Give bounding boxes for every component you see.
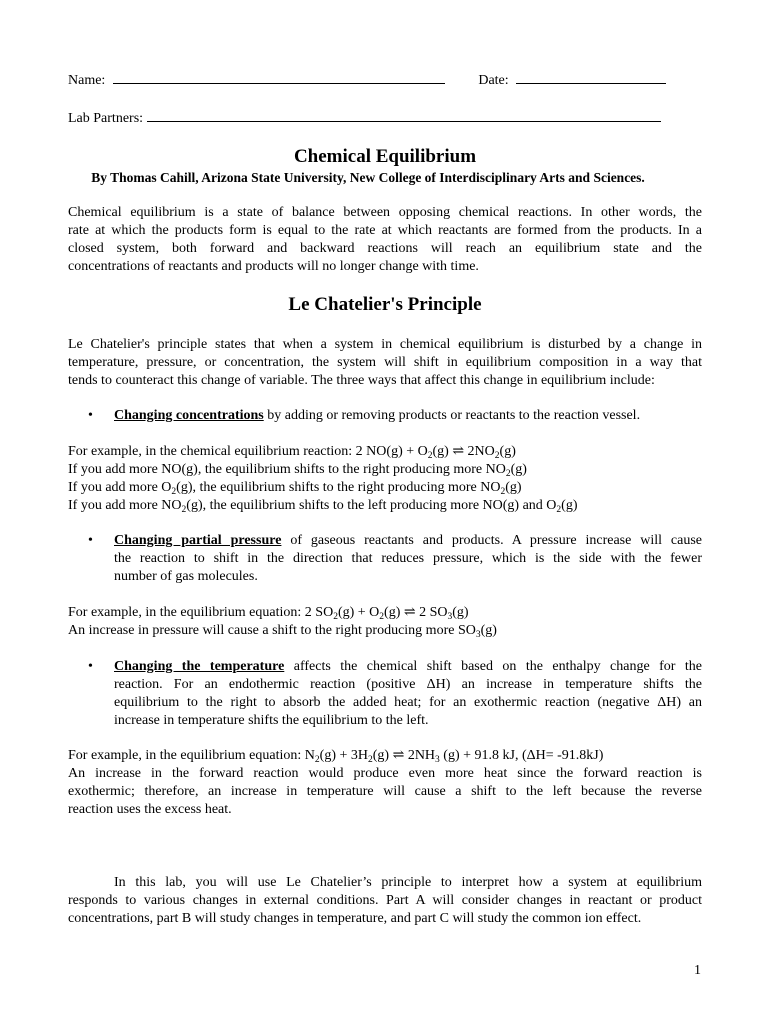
example-line: exothermic; therefore, an increase in temperature will cause a shift to the left because the reverse: [68, 784, 702, 799]
example-line: For example, in the chemical equilibrium reaction: 2 $NO(g) + O_2(g)$ ⇌ $2NO_2(g)$: [68, 444, 516, 461]
page-number: 1: [694, 963, 701, 978]
byline: By Thomas Cahill, Arizona State University, New College of Interdisciplinary Arts and Sciences.: [91, 170, 645, 185]
principle-paragraph: [68, 336, 702, 390]
principle-line: Le Chatelier's principle states that when a system in chemical equilibrium is disturbed by a change in: [68, 337, 702, 352]
example-line: An increase in the forward reaction would produce even more heat since the forward reaction is: [68, 766, 702, 781]
principle-line: temperature, pressure, or concentration, the system will shift in equilibrium composition in a way that: [68, 355, 702, 370]
date-label: Date:: [478, 73, 509, 88]
intro-line: rate at which the products form is equal to the rate at which reactants are formed from the products. In a: [68, 223, 702, 238]
intro-line: closed system, both forward and backward reactions will reach an equilibrium state and the: [68, 241, 702, 256]
example-line: If you add more $O_2(g)$, the equilibrium shifts to the right producing more $NO_2(g)$: [68, 480, 522, 497]
example-pressure: [68, 604, 702, 640]
example-line: If you add more $NO_2(g)$, the equilibrium shifts to the left producing more NO(g) and $O_2(g)$: [68, 498, 578, 515]
section-title: Le Chatelier's Principle: [288, 294, 482, 315]
bullet-text: by adding or removing products or reactants to the reaction vessel.: [263, 408, 641, 423]
example-line: For example, in the equilibrium equation: $N_2(g) + 3H_2(g)$ ⇌ $2NH_3$ (g) + 91.8 kJ, (ΔH= -91.8kJ): [68, 748, 604, 765]
example-temperature: [68, 747, 702, 819]
name-field[interactable]: [113, 70, 445, 84]
date-field[interactable]: [516, 70, 666, 84]
lab-partners-field[interactable]: [147, 108, 661, 122]
principle-line: tends to counteract this change of variable. The three ways that affect this change in equilibrium include:: [68, 373, 655, 388]
bullet-temperature: Changing the temperature affects the chemical shift based on the enthalpy change for the reaction. For an endothermic reaction (positive ΔH) an increase in temperature shifts the equilibrium to the right to absorb the added heat; for an exothermic reaction (negative ΔH) an increase in temperature shifts the equilibrium to the left.: [114, 659, 702, 728]
example-line: reaction uses the excess heat.: [68, 802, 232, 817]
intro-line: concentrations of reactants and products will no longer change with time.: [68, 259, 479, 274]
bullet-concentrations: [114, 407, 702, 425]
bullet-pressure: Changing partial pressure of gaseous reactants and products. A pressure increase will cause the reaction to shift in the direction that reduces pressure, which is the side with the fewer number of gas molecules.: [114, 533, 702, 584]
example-line: For example, in the equilibrium equation: 2 $SO_2(g) + O_2(g)$ ⇌ 2 $SO_3(g)$: [68, 605, 469, 622]
name-label: Name:: [68, 73, 106, 88]
name-date-row: [68, 70, 702, 90]
bullet-term: Changing the temperature: [114, 659, 285, 674]
equilibrium-arrow-icon: ⇌: [452, 444, 465, 459]
example-line: If you add more NO(g), the equilibrium shifts to the right producing more $NO_2(g)$: [68, 462, 527, 479]
bullet-dot: •: [88, 533, 93, 548]
intro-line: Chemical equilibrium is a state of balance between opposing chemical reactions. In other words, the: [68, 205, 702, 220]
bullet-dot: •: [88, 408, 93, 423]
document-title: Chemical Equilibrium: [293, 146, 477, 167]
equilibrium-arrow-icon: ⇌: [392, 748, 405, 763]
example-concentrations: [68, 443, 702, 515]
bullet-term: Changing partial pressure: [114, 533, 282, 548]
closing-paragraph: In this lab, you will use Le Chatelier’s principle to interpret how a system at equilibrium responds to various changes in external conditions. Part A will consider changes in reactant or product concentrations, part B will study changes in temperature, and part C will study the common ion effect.: [68, 875, 702, 926]
lab-partners-label: Lab Partners:: [68, 111, 144, 126]
intro-paragraph: [68, 204, 702, 276]
equilibrium-arrow-icon: ⇌: [403, 605, 416, 620]
example-line: An increase in pressure will cause a shift to the right producing more $SO_3(g)$: [68, 623, 497, 640]
bullet-dot: •: [88, 659, 93, 674]
bullet-term: Changing concentrations: [114, 408, 264, 423]
lab-partners-row: [68, 108, 702, 128]
